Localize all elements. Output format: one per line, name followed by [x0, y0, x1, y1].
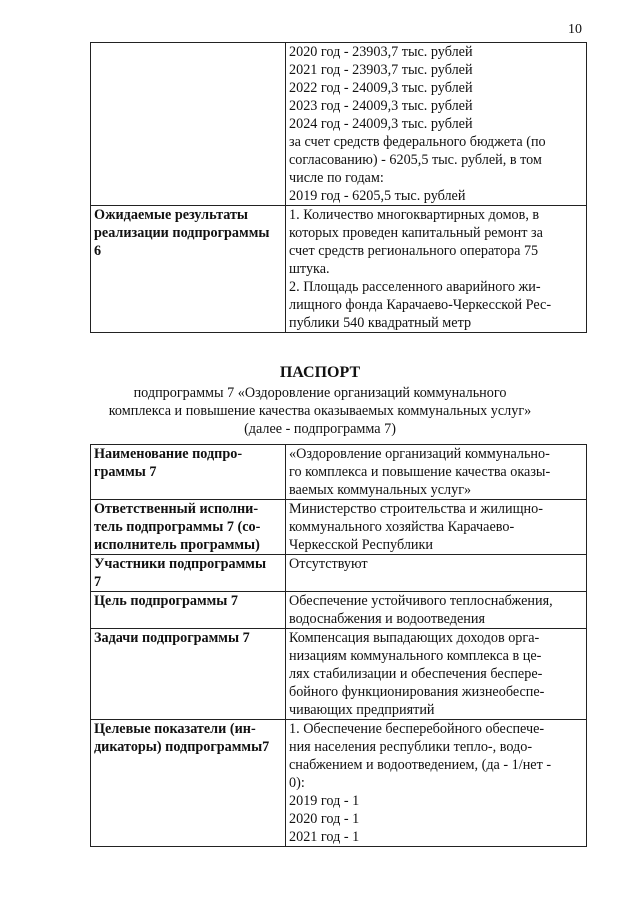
table-row: [91, 43, 587, 206]
row-value-line: Компенсация выпадающих доходов орга-: [289, 630, 540, 646]
row-value-line: согласованию) - 6205,5 тыс. рублей, в том: [289, 152, 542, 168]
row-value-line: Отсутствуют: [289, 556, 368, 572]
row-value-line: 2. Площадь расселенного аварийного жи-: [289, 279, 541, 295]
row-value-line: го комплекса и повышение качества оказы-: [289, 464, 551, 480]
row-label-line: Цель подпрограммы 7: [94, 593, 239, 609]
row-value-cell: [286, 592, 587, 629]
row-value-line: Черкесской Республики: [289, 537, 433, 553]
row-value-cell: [286, 43, 587, 206]
row-value-cell: [286, 720, 587, 847]
row-value-cell: [286, 445, 587, 500]
row-value-line: водоснабжения и водоотведения: [289, 611, 485, 627]
row-value-cell: [286, 555, 587, 592]
row-label-line: Участники подпрограммы: [94, 556, 267, 572]
row-value-line: 2021 год - 23903,7 тыс. рублей: [289, 62, 473, 78]
passport-subtitle-line: (далее - подпрограмма 7): [244, 421, 396, 437]
row-label-cell: [91, 445, 286, 500]
row-value-line: 2019 год - 6205,5 тыс. рублей: [289, 188, 466, 204]
row-value-line: 2020 год - 1: [289, 811, 360, 827]
row-value-line: ния населения республики тепло-, водо-: [289, 739, 533, 755]
table-row: [91, 500, 587, 555]
row-value-line: Обеспечение устойчивого теплоснабжения,: [289, 593, 553, 609]
row-value-line: числе по годам:: [289, 170, 384, 186]
row-value-line: Министерство строительства и жилищно-: [289, 501, 543, 517]
row-value-line: 2019 год - 1: [289, 793, 360, 809]
row-value-line: ваемых коммунальных услуг»: [289, 482, 472, 498]
row-value-line: снабжением и водоотведением, (да - 1/нет -: [289, 757, 552, 773]
passport-subtitle-line: комплекса и повышение качества оказываемых коммунальных услуг»: [108, 403, 532, 419]
row-label-cell: [91, 592, 286, 629]
table-row: [91, 629, 587, 720]
table-row: [91, 206, 587, 333]
row-label-cell: [91, 555, 286, 592]
row-label-line: тель подпрограммы 7 (со-: [94, 519, 261, 535]
table-row: [91, 720, 587, 847]
passport-table: [90, 444, 587, 847]
row-value-line: «Оздоровление организаций коммунально-: [289, 446, 550, 462]
row-value-line: 2021 год - 1: [289, 829, 360, 845]
passport-subtitle-line: подпрограммы 7 «Оздоровление организаций коммунального: [133, 385, 507, 401]
row-value-line: бойного функционирования жизнеобеспе-: [289, 684, 545, 700]
row-label-line: Ответственный исполни-: [94, 501, 259, 517]
row-label-line: Ожидаемые результаты: [94, 207, 248, 223]
table-row: [91, 445, 587, 500]
row-label-line: реализации подпрограммы: [94, 225, 270, 241]
row-value-line: чивающих предприятий: [289, 702, 435, 718]
row-value-line: публики 540 квадратный метр: [289, 315, 472, 331]
row-label-line: граммы 7: [94, 464, 157, 480]
row-value-line: 1. Количество многоквартирных домов, в: [289, 207, 540, 223]
passport-header: [80, 362, 560, 438]
row-value-cell: [286, 206, 587, 333]
row-value-line: лях стабилизации и обеспечения беспере-: [289, 666, 543, 682]
row-value-line: 2024 год - 24009,3 тыс. рублей: [289, 116, 473, 132]
row-label-line: 7: [94, 574, 102, 590]
row-label-line: Наименование подпро-: [94, 446, 243, 462]
table-row: [91, 592, 587, 629]
row-label-cell: [91, 629, 286, 720]
row-label-cell: [91, 206, 286, 333]
row-value-line: лищного фонда Карачаево-Черкесской Рес-: [289, 297, 552, 313]
passport-title: ПАСПОРТ: [279, 364, 361, 381]
row-label-line: Целевые показатели (ин-: [94, 721, 256, 737]
page-number: 10: [568, 22, 582, 37]
row-label-cell: [91, 43, 286, 206]
row-value-line: 0):: [289, 775, 305, 791]
top-table: [90, 42, 587, 333]
table-row: [91, 555, 587, 592]
row-value-line: штука.: [289, 261, 330, 277]
row-value-line: 2020 год - 23903,7 тыс. рублей: [289, 44, 473, 60]
row-value-cell: [286, 629, 587, 720]
row-value-line: 2022 год - 24009,3 тыс. рублей: [289, 80, 473, 96]
row-label-line: Задачи подпрограммы 7: [94, 630, 250, 646]
row-value-line: счет средств регионального оператора 75: [289, 243, 539, 259]
row-value-cell: [286, 500, 587, 555]
row-label-cell: [91, 720, 286, 847]
row-value-line: коммунального хозяйства Карачаево-: [289, 519, 515, 535]
row-value-line: 2023 год - 24009,3 тыс. рублей: [289, 98, 473, 114]
row-value-line: низациям коммунального комплекса в це-: [289, 648, 542, 664]
row-value-line: за счет средств федерального бюджета (по: [289, 134, 546, 150]
row-value-line: 1. Обеспечение бесперебойного обеспече-: [289, 721, 545, 737]
row-value-line: которых проведен капитальный ремонт за: [289, 225, 543, 241]
row-label-line: дикаторы) подпрограммы7: [94, 739, 270, 755]
row-label-line: 6: [94, 243, 102, 259]
row-label-cell: [91, 500, 286, 555]
row-label-line: исполнитель программы): [94, 537, 260, 553]
